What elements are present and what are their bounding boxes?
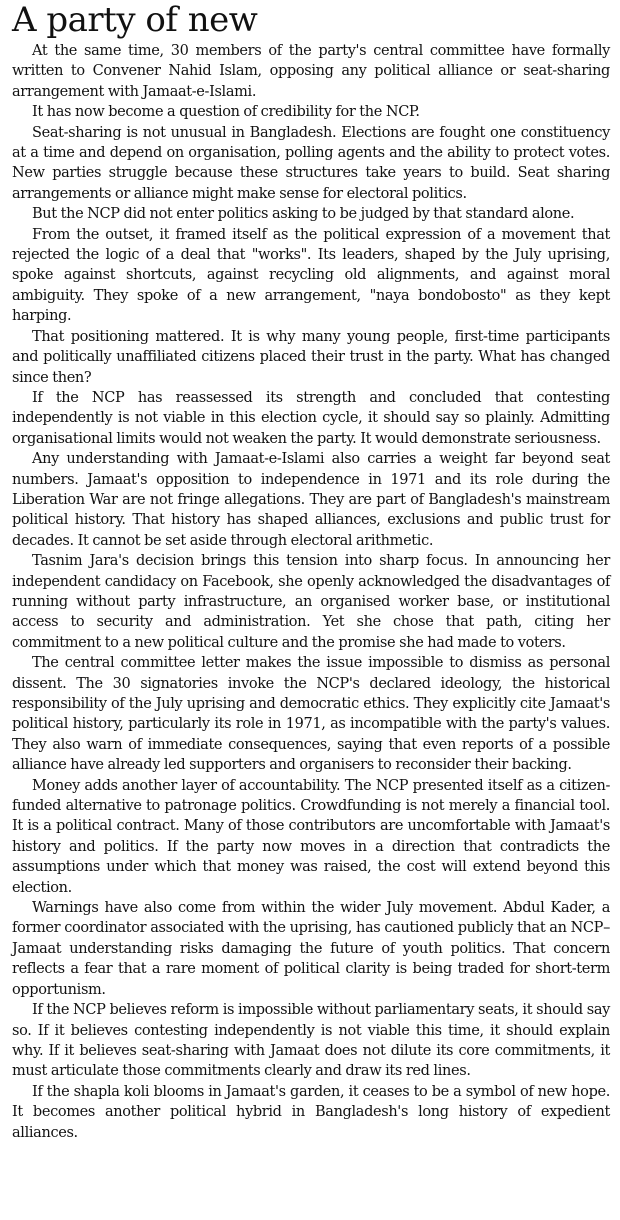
article-paragraph: But the NCP did not enter politics asking to be judged by that standard alone. bbox=[32, 206, 575, 223]
article-paragraph: The central committee letter makes the issue impossible to dismiss as personal dissent. The 30 signatories invoke the NCP's declared ideology, the historical responsibility of the July uprising and democratic ethics. They explicitly cite Jamaat's political history, particularly its role in 1971, as incompatible with the party's values. They also warn of immediate consequences, saying that even reports of a possible alliance have already led supporters and organisers to reconsider their backing. bbox=[12, 655, 610, 774]
article-paragraph: Any understanding with Jamaat-e-Islami also carries a weight far beyond seat numbers. Jamaat's opposition to independence in 1971 and its role during the Liberation War are not fringe allegations. They are part of Bangladesh's mainstream political history. That history has shaped alliances, exclusions and public trust for decades. It cannot be set aside through electoral arithmetic. bbox=[12, 451, 610, 549]
article bbox=[12, 0, 610, 1143]
article-paragraph: That positioning mattered. It is why many young people, first-time participants and politically unaffiliated citizens placed their trust in the party. What has changed since then? bbox=[12, 328, 610, 386]
article-paragraph: If the NCP has reassessed its strength and concluded that contesting independently is not viable in this election cycle, it should say so plainly. Admitting organisational limits would not weaken the party. It would demonstrate seriousness. bbox=[12, 389, 610, 447]
article-body bbox=[12, 41, 610, 1143]
article-paragraph: It has now become a question of credibility for the NCP. bbox=[32, 104, 420, 121]
article-paragraph: If the NCP believes reform is impossible without parliamentary seats, it should say so. If it believes contesting independently is not viable this time, it should explain why. If it believes seat-sharing with Jamaat does not dilute its core commitments, it must articulate those commitments clearly and draw its red lines. bbox=[12, 1002, 610, 1080]
article-headline: A party of new bbox=[12, 0, 258, 40]
article-paragraph: Tasnim Jara's decision brings this tension into sharp focus. In announcing her independent candidacy on Facebook, she openly acknowledged the disadvantages of running without party infrastructure, an organised worker base, or institutional access to security and administration. Yet she chose that path, citing her commitment to a new political culture and the promise she had made to voters. bbox=[12, 553, 610, 651]
article-paragraph: At the same time, 30 members of the party's central committee have formally written to Convener Nahid Islam, opposing any political alliance or seat-sharing arrangement with Jamaat-e-Islami. bbox=[12, 43, 610, 100]
article-paragraph: Warnings have also come from within the wider July movement. Abdul Kader, a former coordinator associated with the uprising, has cautioned publicly that an NCP–Jamaat understanding risks damaging the future of youth politics. That concern reflects a fear that a rare moment of political clarity is being traded for short-term opportunism. bbox=[12, 900, 610, 998]
article-paragraph: If the shapla koli blooms in Jamaat's garden, it ceases to be a symbol of new hope. It becomes another political hybrid in Bangladesh's long history of expedient alliances. bbox=[12, 1083, 610, 1141]
article-paragraph: Seat-sharing is not unusual in Bangladesh. Elections are fought one constituency at a time and depend on organisation, polling agents and the ability to protect votes. New parties struggle because these structures take years to build. Seat sharing arrangements or alliance might make sense for electoral politics. bbox=[12, 124, 610, 202]
article-paragraph: From the outset, it framed itself as the political expression of a movement that rejected the logic of a deal that "works". Its leaders, shaped by the July uprising, spoke against shortcuts, against recycling old alignments, and against moral ambiguity. They spoke of a new arrangement, "naya bondobosto" as they kept harping. bbox=[12, 226, 610, 325]
article-paragraph: Money adds another layer of accountability. The NCP presented itself as a citizen-funded alternative to patronage politics. Crowdfunding is not merely a financial tool. It is a political contract. Many of those contributors are uncomfortable with Jamaat's history and politics. If the party now moves in a direction that contradicts the assumptions under which that money was raised, the cost will extend beyond this election. bbox=[12, 777, 610, 896]
